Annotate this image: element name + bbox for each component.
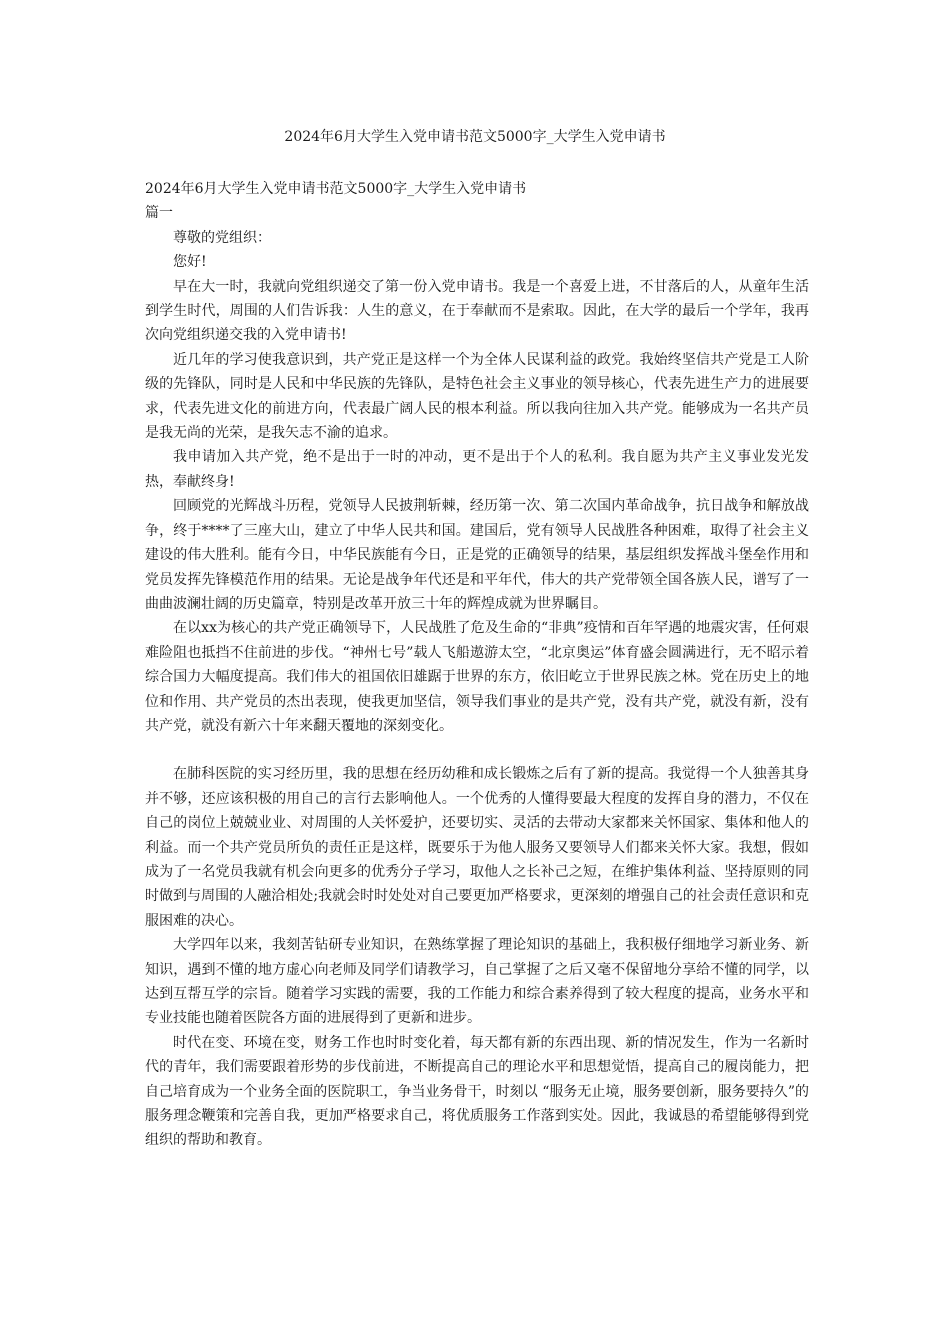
body-paragraph: 在肺科医院的实习经历里，我的思想在经历幼稚和成长锻炼之后有了新的提高。我觉得一个人独善其身并不够，还应该积极的用自己的言行去影响他人。一个优秀的人懂得要最大程度的发挥自身的潜力，不仅在自己的岗位上兢兢业业、对周围的人关怀爱护，还要切实、灵活的去带动大家都来关怀国家、集体和他人的利益。而一个共产党员所负的责任正是这样，既要乐于为他人服务又要领导人们都来关怀大家。我想，假如成为了一名党员我就有机会向更多的优秀分子学习，取他人之长补己之短，在维护集体利益、坚持原则的同时做到与周围的人融洽相处;我就会时时处处对自己要更加严格要求，更深刻的增强自己的社会责任意识和克服困难的决心。 [145,766,809,929]
body-paragraph: 我申请加入共产党，绝不是出于一时的冲动，更不是出于个人的私利。我自愿为共产主义事业发光发热，奉献终身! [145,449,809,490]
section-label: 篇一 [145,205,173,222]
paragraph-gap [145,738,809,762]
document-heading: 2024年6月大学生入党申请书范文5000字_大学生入党申请书 [145,181,527,197]
body-paragraph: 回顾党的光辉战斗历程，党领导人民披荆斩棘，经历第一次、第二次国内革命战争，抗日战争和解放战争，终于****了三座大山，建立了中华人民共和国。建国后，党有领导人民战胜各种困难，取得了社会主义建设的伟大胜利。能有今日，中华民族能有今日，正是党的正确领导的结果，基层组织发挥战斗堡垒作用和党员发挥先锋模范作用的结果。无论是战争年代还是和平年代，伟大的共产党带领全国各族人民，谱写了一曲曲波澜壮阔的历史篇章，特别是改革开放三十年的辉煌成就为世界瞩目。 [145,498,809,612]
greeting: 您好! [173,254,207,271]
document-body [145,177,809,1153]
body-paragraph: 近几年的学习使我意识到，共产党正是这样一个为全体人民谋利益的政党。我始终坚信共产党是工人阶级的先锋队，同时是人民和中华民族的先锋队，是特色社会主义事业的领导核心，代表先进生产力的进展要求，代表先进文化的前进方向，代表最广阔人民的根本利益。所以我向往加入共产党。能够成为一名共产员是我无尚的光荣，是我矢志不渝的追求。 [145,351,809,442]
body-paragraph: 大学四年以来，我刻苦钻研专业知识，在熟练掌握了理论知识的基础上，我积极仔细地学习新业务、新知识，遇到不懂的地方虚心向老师及同学们请教学习，自己掌握了之后又毫不保留地分享给不懂的同学，以达到互帮互学的宗旨。随着学习实践的需要，我的工作能力和综合素养得到了较大程度的提高，业务水平和专业技能也随着医院各方面的进展得到了更新和进步。 [145,937,809,1027]
body-paragraph: 在以xx为核心的共产党正确领导下，人民战胜了危及生命的“非典”疫情和百年罕遇的地震灾害，任何艰难险阻也抵挡不住前进的步伐。“神州七号”载人飞船遨游太空，“北京奥运”体育盛会圆满进行，无不昭示着综合国力大幅度提高。我们伟大的祖国依旧雄踞于世界的东方，依旧屹立于世界民族之林。党在历史上的地位和作用、共产党员的杰出表现，使我更加坚信，领导我们事业的是共产党，没有共产党，就没有新，没有共产党，就没有新六十年来翻天覆地的深刻变化。 [145,620,809,734]
body-paragraph: 早在大一时，我就向党组织递交了第一份入党申请书。我是一个喜爱上进，不甘落后的人，从童年生活到学生时代，周围的人们告诉我：人生的意义，在于奉献而不是索取。因此，在大学的最后一个学年，我再次向党组织递交我的入党申请书! [145,278,809,344]
body-paragraph: 时代在变、环境在变，财务工作也时时变化着，每天都有新的东西出现、新的情况发生，作为一名新时代的青年，我们需要跟着形势的步伐前进，不断提高自己的理论水平和思想觉悟，提高自己的履岗能力，把自己培育成为一个业务全面的医院职工，争当业务骨干，时刻以 “服务无止境，服务要创新，服务要持久”的服务理念鞭策和完善自我，更加严格要求自己，将优质服务工作落到实处。因此，我诚恳的希望能够得到党组织的帮助和教育。 [145,1034,809,1149]
page-title: 2024年6月大学生入党申请书范文5000字_大学生入党申请书 [284,129,666,145]
salutation: 尊敬的党组织： [173,229,271,246]
